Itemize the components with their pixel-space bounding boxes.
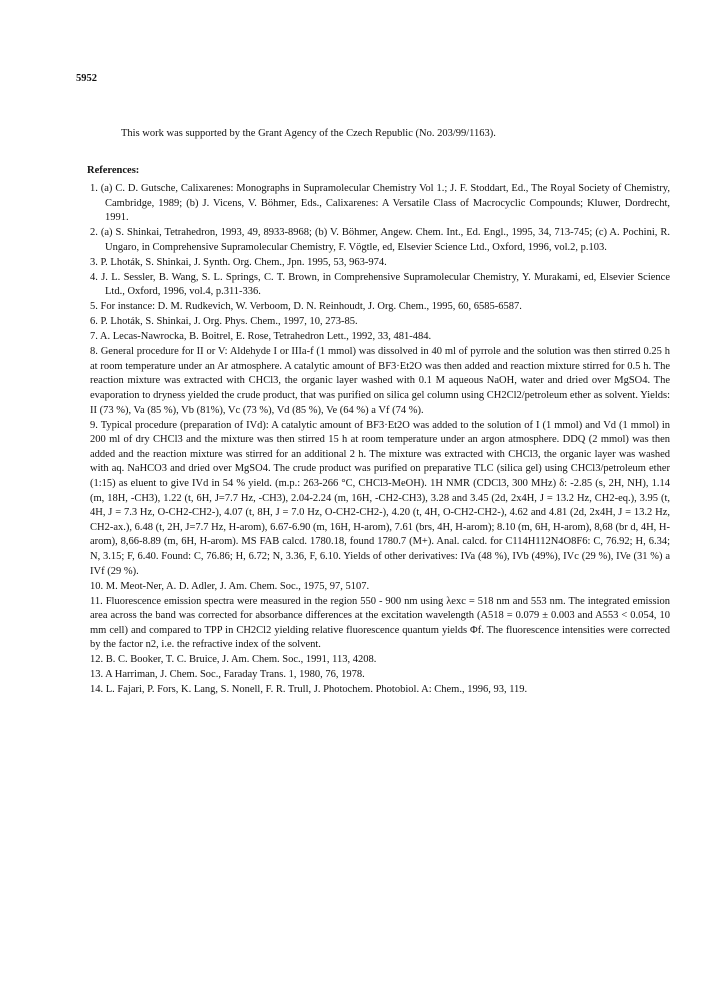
reference-item: 7. A. Lecas-Nawrocka, B. Boitrel, E. Rose, Tetrahedron Lett., 1992, 33, 481-484. <box>90 331 432 343</box>
acknowledgement: This work was supported by the Grant Agency of the Czech Republic (No. 203/99/1163). <box>121 128 496 139</box>
references-heading: References: <box>87 165 140 176</box>
page-number: 5952 <box>76 73 97 84</box>
reference-item: 6. P. Lhoták, S. Shinkai, J. Org. Phys. Chem., 1997, 10, 273-85. <box>90 316 358 328</box>
reference-item: 4. J. L. Sessler, B. Wang, S. L. Springs, C. T. Brown, in Comprehensive Supramolecular Chemistry, Y. Murakami, ed, Elsevier Science Ltd., Oxford, 1996, vol.4, p.311-336. <box>90 271 670 298</box>
reference-list <box>90 182 670 698</box>
reference-item: 1. (a) C. D. Gutsche, Calixarenes: Monographs in Supramolecular Chemistry Vol 1.; J. F. Stoddart, Ed., The Royal Society of Chemistry, Cambridge, 1989; (b) J. Vicens, V. Böhmer, Eds., Calixarenes: A Versatile Class of Macrocyclic Compounds; Kluwer, Dordrecht, 1991. <box>90 183 670 224</box>
reference-item: 13. A Harriman, J. Chem. Soc., Faraday Trans. 1, 1980, 76, 1978. <box>90 669 365 681</box>
reference-item: 5. For instance: D. M. Rudkevich, W. Verboom, D. N. Reinhoudt, J. Org. Chem., 1995, 60, 6585-6587. <box>90 301 522 313</box>
reference-item: 9. Typical procedure (preparation of IVd): A catalytic amount of BF3·Et2O was added to the solution of I (1 mmol) and Vd (1 mmol) in 200 ml of dry CHCl3 and the mixture was then stirred 15 h at room temperature under an argon atmosphere. DDQ (2 mmol) was then added and the reaction mixture was stirred for an additional 2 h. The mixture was extracted with CHCl3, the organic layer was washed with aq. NaHCO3 and dried over MgSO4. The crude product was purified on preparative TLC (silica gel) using CHCl3/petroleum ether (1:15) as eluent to give IVd in 54 % yield. (m.p.: 263-266 °C, CHCl3-MeOH). 1H NMR (CDCl3, 300 MHz) δ: -2.85 (s, 2H, NH), 1.14 (m, 18H, -CH3), 1.22 (t, 6H, J=7.7 Hz, -CH3), 2.04-2.24 (m, 16H, -CH2-CH3), 3.28 and 3.45 (2d, 2x4H, J = 13.2 Hz, CH2-eq.), 3.95 (t, 4H, J = 7.3 Hz, O-CH2-CH2-), 4.07 (t, 8H, J = 7.0 Hz, O-CH2-CH2-), 4.20 (t, 4H, O-CH2-CH2-), 4.62 and 4.81 (2d, 2x4H, J = 13.2 Hz, CH2-ax.), 6.48 (t, 2H, J=7.7 Hz, H-arom), 6.67-6.90 (m, 16H, H-arom), 7.61 (brs, 4H, H-arom); 8.10 (m, 6H, H-arom), 8,68 (br d, 4H, H-arom), 8,66-8.89 (m, 6H, H-arom). MS FAB calcd. 1780.18, found 1780.7 (M+). Anal. calcd. for C114H112N4O8F6: C, 76.92; H, 6.34; N, 3.15; F, 6.40. Found: C, 76.86; H, 6.72; N, 3.36, F, 6.10. Yields of other derivatives: IVa (48 %), IVb (49%), IVc (29 %), IVe (31 %) a IVf (29 %). <box>90 419 670 577</box>
reference-item: 11. Fluorescence emission spectra were measured in the region 550 - 900 nm using λexc = 518 nm and 553 nm. The integrated emission area across the band was corrected for absorbance differences at the excitation wavelength (A518 = 0.079 ± 0.003 and A553 < 0.054, 10 mm cell) and compared to TPP in CH2Cl2 yielding relative fluorescence quantum yields Φf. The fluorescence intensities were corrected by the factor n2, i.e. the refractive index of the solvent. <box>90 595 670 651</box>
reference-item: 3. P. Lhoták, S. Shinkai, J. Synth. Org. Chem., Jpn. 1995, 53, 963-974. <box>90 256 387 268</box>
reference-item: 2. (a) S. Shinkai, Tetrahedron, 1993, 49, 8933-8968; (b) V. Böhmer, Angew. Chem. Int., Ed. Engl., 1995, 34, 713-745; (c) A. Pochini, R. Ungaro, in Comprehensive Supramolecular Chemistry, F. Vögtle, ed, Elsevier Science Ltd., Oxford, 1996, vol.2, p.103. <box>90 227 670 253</box>
reference-item: 12. B. C. Booker, T. C. Bruice, J. Am. Chem. Soc., 1991, 113, 4208. <box>90 654 377 666</box>
reference-item: 8. General procedure for II or V: Aldehyde I or IIIa-f (1 mmol) was dissolved in 40 ml of pyrrole and the solution was then stirred 0.25 h at room temperature under an Ar atmosphere. A catalytic amount of BF3·Et2O was then added and reaction mixture stirred for 0.5 h. The reaction mixture was extracted with CHCl3, the organic layer washed with 0.1 M aqueous NaOH, water and dried over MgSO4. The evaporation to dryness yielded the crude product, that was purified on silica gel column using CH2Cl2/petroleum ether as solvent. Yields: II (73 %), Va (85 %), Vb (81%), Vc (73 %), Vd (85 %), Ve (64 %) a Vf (74 %). <box>90 346 670 416</box>
reference-item: 14. L. Fajari, P. Fors, K. Lang, S. Nonell, F. R. Trull, J. Photochem. Photobiol. A: Chem., 1996, 93, 119. <box>90 684 528 696</box>
reference-item: 10. M. Meot-Ner, A. D. Adler, J. Am. Chem. Soc., 1975, 97, 5107. <box>90 580 370 592</box>
